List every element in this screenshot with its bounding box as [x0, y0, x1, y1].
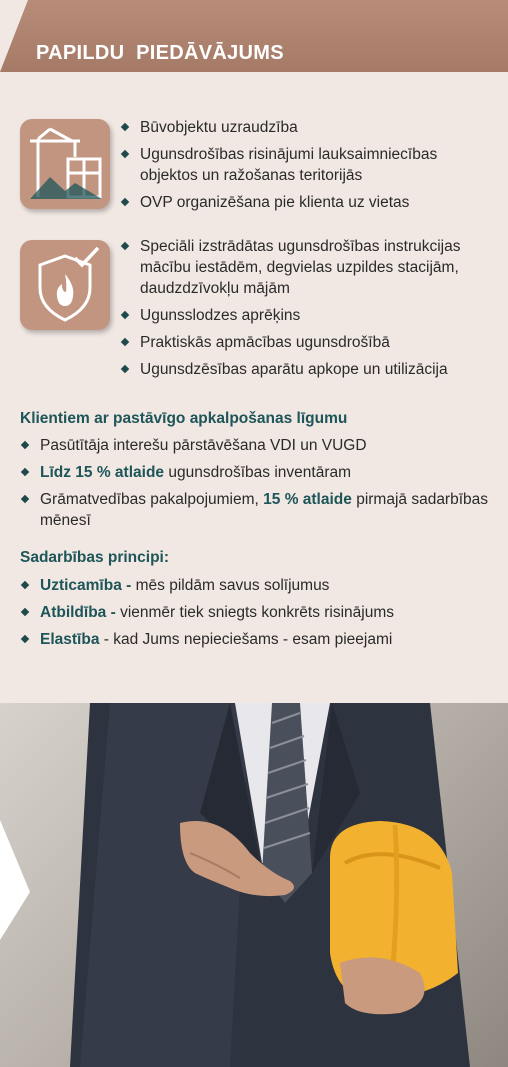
list-item: Ugunsdrošības risinājumi lauksaimniecības objektos un ražošanas teritorijās — [120, 144, 490, 186]
contract-section-title: Klientiem ar pastāvīgo apkalpošanas līgumu — [20, 410, 348, 427]
businessman-photo — [0, 703, 508, 1067]
list-item-text: pirmajā sadarbības mēnesī — [40, 491, 489, 529]
list-item: Ugunsslodzes aprēķins — [120, 305, 490, 326]
contract-list — [20, 435, 490, 537]
services-list-1 — [120, 117, 490, 219]
list-item: Ugunsdzēsības aparātu apkope un utilizācija — [120, 359, 490, 380]
discount-highlight: 15 % atlaide — [263, 491, 352, 508]
list-item: Būvobjektu uzraudzība — [120, 117, 490, 138]
list-item-text: Grāmatvedības pakalpojumiem, — [40, 491, 264, 508]
services-list-2 — [120, 236, 490, 386]
list-item-text: ugunsdrošības inventāram — [164, 464, 352, 481]
list-item — [20, 602, 490, 623]
principle-text: vienmēr tiek sniegts konkrēts risinājums — [115, 604, 395, 621]
principle-text: mēs pildām savus solījumus — [131, 577, 330, 594]
list-item — [20, 489, 490, 531]
principle-name: Elastība — [40, 631, 104, 648]
list-item: Speciāli izstrādātas ugunsdrošības instrukcijas mācību iestādēm, degvielas uzpildes stacijām, daudzdzīvokļu mājām — [120, 236, 490, 299]
principle-name: Atbildība - — [40, 604, 116, 621]
list-item — [20, 462, 490, 483]
list-item: Pasūtītāja interešu pārstāvēšana VDI un VUGD — [20, 435, 490, 456]
list-item — [20, 575, 490, 596]
list-item: Praktiskās apmācības ugunsdrošībā — [120, 332, 490, 353]
page-title: PAPILDU PIEDĀVĀJUMS — [36, 42, 284, 64]
list-item: OVP organizēšana pie klienta uz vietas — [120, 192, 490, 213]
principle-text: - kad Jums nepieciešams - esam pieejami — [103, 631, 393, 648]
principles-list — [20, 575, 490, 656]
header-banner — [0, 0, 508, 72]
discount-highlight: Līdz 15 % atlaide — [40, 464, 165, 481]
construction-site-icon — [20, 119, 110, 209]
list-item — [20, 629, 490, 650]
principles-section-title: Sadarbības principi: — [20, 549, 170, 566]
fire-shield-icon — [20, 240, 110, 330]
principle-name: Uzticamība - — [40, 577, 132, 594]
